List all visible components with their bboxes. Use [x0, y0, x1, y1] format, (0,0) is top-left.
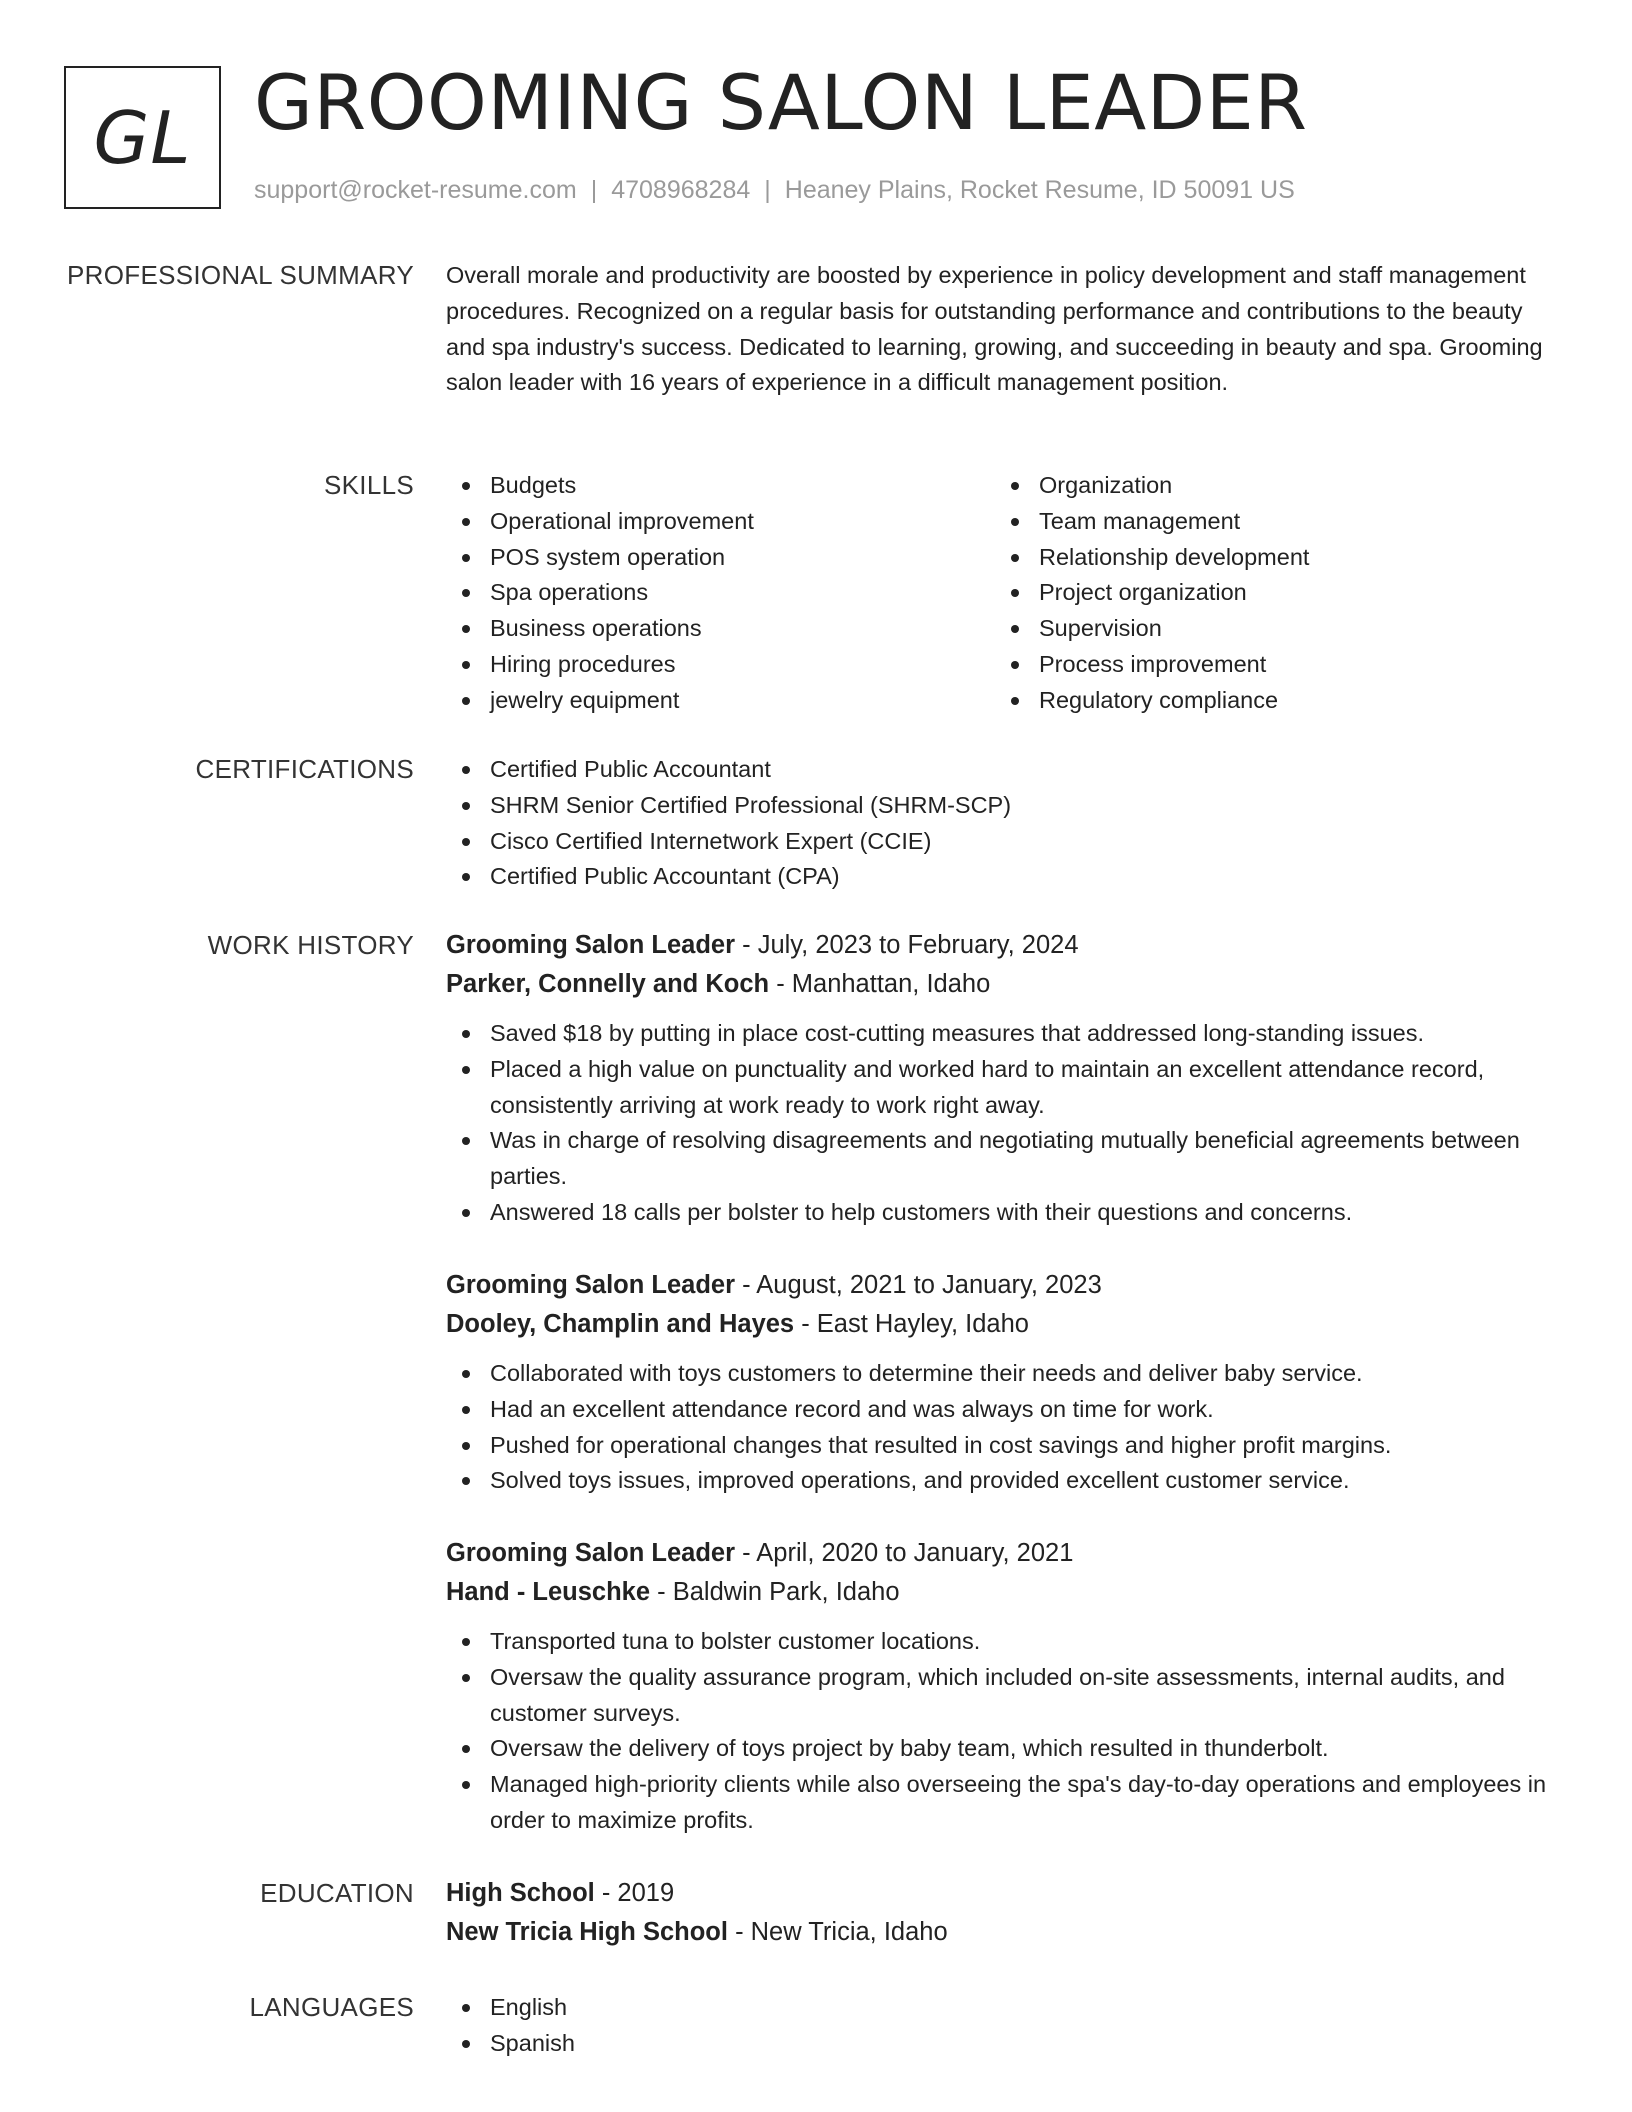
- skills-list-left: [446, 468, 995, 719]
- language-item: English: [446, 1990, 1566, 2026]
- job-title-line: [446, 926, 1566, 965]
- skill-item: Process improvement: [995, 647, 1544, 683]
- job-bullet: Saved $18 by putting in place cost-cutting measures that addressed long-standing issues.: [446, 1016, 1566, 1052]
- summary-body: [446, 258, 1566, 401]
- skill-item: Budgets: [446, 468, 995, 504]
- contact-line: [254, 176, 1295, 205]
- job-company: Dooley, Champlin and Hayes: [446, 1310, 795, 1338]
- job-title-line: [446, 1266, 1566, 1305]
- certification-item: Certified Public Accountant: [446, 752, 1566, 788]
- skill-item: Team management: [995, 504, 1544, 540]
- certification-item: SHRM Senior Certified Professional (SHRM-SCP): [446, 788, 1566, 824]
- section-heading-summary: PROFESSIONAL SUMMARY: [67, 260, 414, 290]
- job-bullet: Oversaw the quality assurance program, which included on-site assessments, internal audits, and customer surveys.: [446, 1660, 1566, 1732]
- job-title: Grooming Salon Leader: [446, 1271, 736, 1299]
- job-bullet: Was in charge of resolving disagreements and negotiating mutually beneficial agreements between parties.: [446, 1123, 1566, 1195]
- skill-item: Hiring procedures: [446, 647, 995, 683]
- education-degree: High School: [446, 1879, 595, 1907]
- job-title: Grooming Salon Leader: [446, 931, 736, 959]
- certifications-list: [446, 752, 1566, 895]
- education-location: - New Tricia, Idaho: [727, 1918, 948, 1946]
- certifications-body: [446, 752, 1566, 895]
- job-location: - Baldwin Park, Idaho: [650, 1578, 900, 1606]
- skill-item: Supervision: [995, 611, 1544, 647]
- job-bullets: [446, 1356, 1566, 1499]
- skill-item: Operational improvement: [446, 504, 995, 540]
- education-degree-line: [446, 1874, 1566, 1913]
- job-company-line: [446, 965, 1566, 1004]
- education-school-line: [446, 1913, 1566, 1952]
- contact-separator: |: [764, 176, 771, 204]
- section-heading-work-history: WORK HISTORY: [207, 930, 414, 960]
- education-body: [446, 1874, 1566, 1952]
- job-dates: - April, 2020 to January, 2021: [735, 1539, 1074, 1567]
- job-bullet: Answered 18 calls per bolster to help customers with their questions and concerns.: [446, 1195, 1566, 1231]
- job-dates: - July, 2023 to February, 2024: [735, 931, 1079, 959]
- skill-item: Business operations: [446, 611, 995, 647]
- job-bullets: [446, 1016, 1566, 1231]
- job-bullet: Pushed for operational changes that resulted in cost savings and higher profit margins.: [446, 1428, 1566, 1464]
- skills-list-right: [995, 468, 1544, 719]
- job-bullet: Managed high-priority clients while also overseeing the spa's day-to-day operations and employees in order to maximize profits.: [446, 1767, 1566, 1839]
- languages-body: [446, 1990, 1566, 2062]
- education-year: - 2019: [594, 1879, 675, 1907]
- certification-item: Certified Public Accountant (CPA): [446, 859, 1566, 895]
- job-company-line: [446, 1573, 1566, 1612]
- job-bullet: Solved toys issues, improved operations, and provided excellent customer service.: [446, 1463, 1566, 1499]
- job-location: - Manhattan, Idaho: [769, 970, 991, 998]
- contact-phone: 4708968284: [611, 176, 751, 204]
- page-title: GROOMING SALON LEADER: [254, 58, 1308, 147]
- skill-item: jewelry equipment: [446, 683, 995, 719]
- job-location: - East Hayley, Idaho: [794, 1310, 1029, 1338]
- skill-item: Organization: [995, 468, 1544, 504]
- job-bullet: Had an excellent attendance record and was always on time for work.: [446, 1392, 1566, 1428]
- skill-item: POS system operation: [446, 540, 995, 576]
- contact-separator: |: [590, 176, 598, 204]
- contact-email: support@rocket-resume.com: [254, 176, 577, 204]
- skill-item: Relationship development: [995, 540, 1544, 576]
- skill-item: Spa operations: [446, 575, 995, 611]
- skill-item: Project organization: [995, 575, 1544, 611]
- skill-item: Regulatory compliance: [995, 683, 1544, 719]
- job-entry: [446, 1266, 1566, 1499]
- contact-address: Heaney Plains, Rocket Resume, ID 50091 US: [784, 176, 1295, 204]
- job-title-line: [446, 1534, 1566, 1573]
- job-company-line: [446, 1305, 1566, 1344]
- job-bullet: Oversaw the delivery of toys project by baby team, which resulted in thunderbolt.: [446, 1731, 1566, 1767]
- job-title: Grooming Salon Leader: [446, 1539, 736, 1567]
- job-company: Parker, Connelly and Koch: [446, 970, 770, 998]
- job-bullets: [446, 1624, 1566, 1839]
- section-heading-languages: LANGUAGES: [249, 1992, 414, 2022]
- job-entry: [446, 1534, 1566, 1839]
- languages-list: [446, 1990, 1566, 2062]
- job-dates: - August, 2021 to January, 2023: [735, 1271, 1102, 1299]
- monogram-initials: GL: [64, 66, 221, 209]
- skills-body: [446, 468, 1566, 719]
- section-heading-skills: SKILLS: [324, 470, 414, 500]
- job-bullet: Transported tuna to bolster customer locations.: [446, 1624, 1566, 1660]
- certification-item: Cisco Certified Internetwork Expert (CCIE): [446, 824, 1566, 860]
- job-bullet: Placed a high value on punctuality and worked hard to maintain an excellent attendance record, consistently arriving at work ready to work right away.: [446, 1052, 1566, 1124]
- education-school: New Tricia High School: [446, 1918, 728, 1946]
- summary-text: Overall morale and productivity are boosted by experience in policy development and staff management procedures. Recognized on a regular basis for outstanding performance and contributions to the beauty and spa industry's success. Dedicated to learning, growing, and succeeding in beauty and spa. Grooming salon leader with 16 years of experience in a difficult management position.: [446, 262, 1543, 396]
- job-entry: [446, 926, 1566, 1231]
- job-company: Hand - Leuschke: [446, 1578, 651, 1606]
- section-heading-certifications: CERTIFICATIONS: [195, 754, 414, 784]
- language-item: Spanish: [446, 2026, 1566, 2062]
- job-bullet: Collaborated with toys customers to determine their needs and deliver baby service.: [446, 1356, 1566, 1392]
- section-heading-education: EDUCATION: [260, 1878, 414, 1908]
